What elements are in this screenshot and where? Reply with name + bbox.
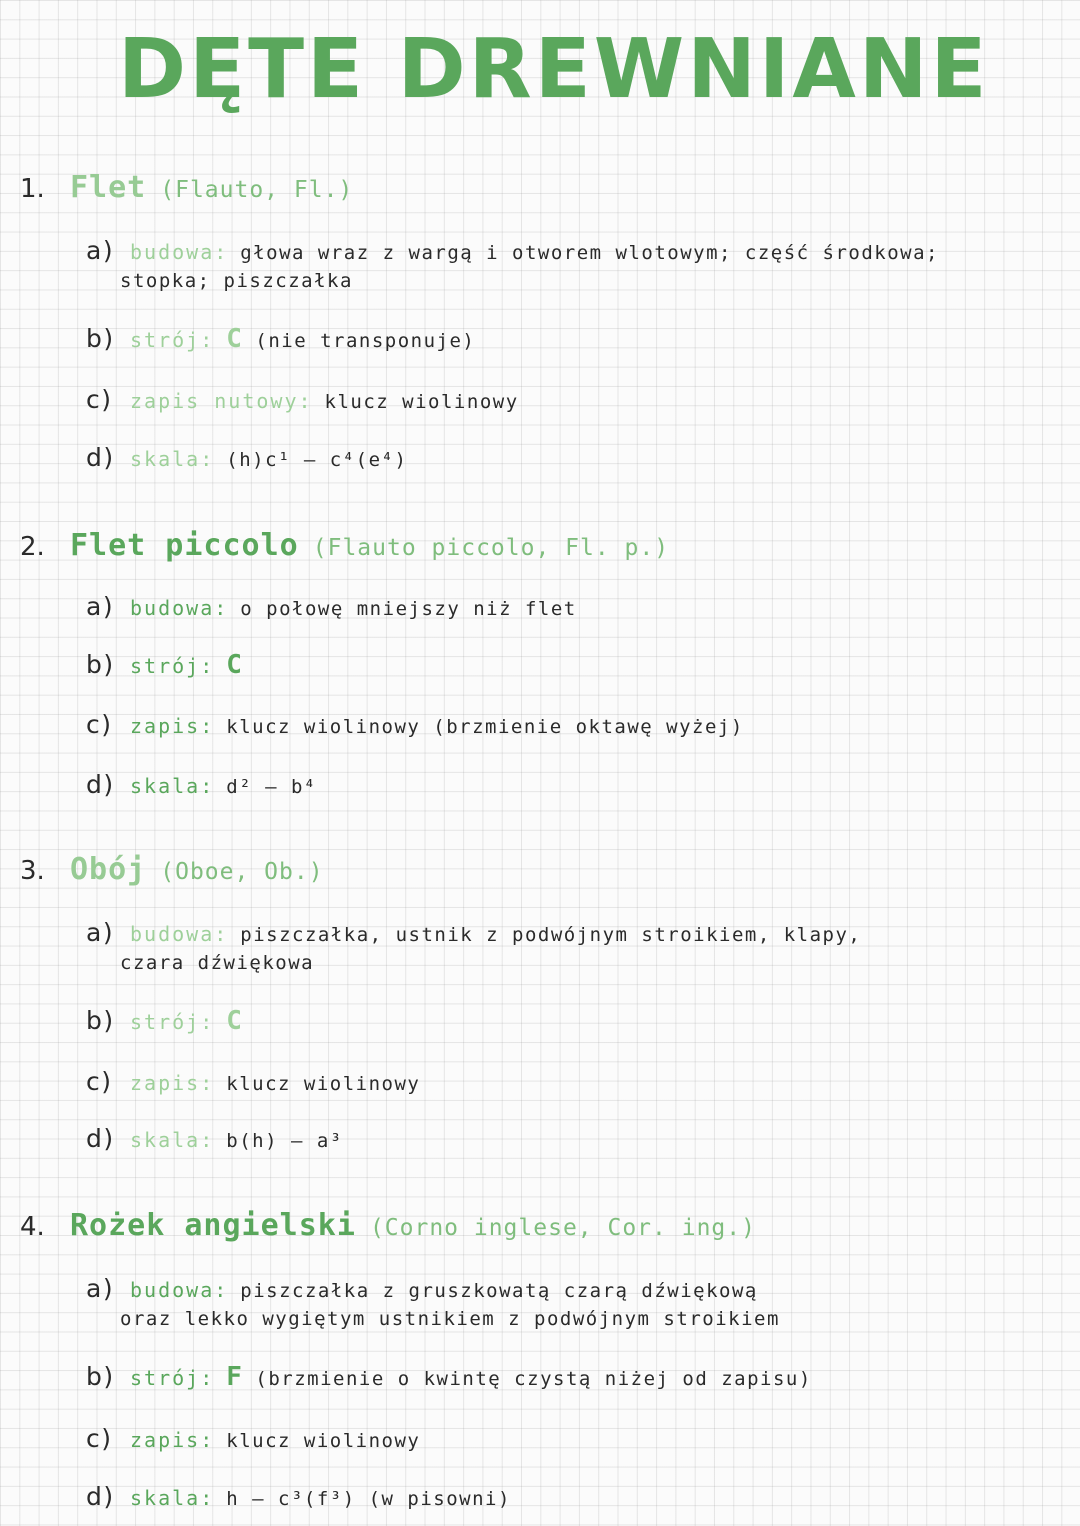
item-value: piszczałka, ustnik z podwójnym stroikiem, klapy,: [240, 924, 862, 946]
item-letter: b): [86, 1362, 115, 1391]
item-letter: c): [86, 1424, 113, 1453]
instrument-latin-name: (Corno inglese, Cor. ing.): [369, 1215, 756, 1241]
item-value: klucz wiolinowy: [226, 1073, 421, 1095]
item-value: piszczałka z gruszkowatą czarą dźwiękową: [240, 1280, 758, 1302]
item-letter: a): [86, 592, 115, 621]
item-letter: a): [86, 1274, 115, 1303]
instrument-name: Obój: [70, 852, 147, 887]
item-label: strój:: [130, 654, 215, 678]
item-letter: b): [86, 1006, 115, 1035]
tuning-key: C: [226, 1006, 244, 1036]
item-zapis: [86, 385, 519, 414]
item-label: skala:: [130, 1128, 215, 1152]
section-heading-flet: [20, 170, 353, 214]
section-number: 2.: [20, 532, 45, 562]
tuning-key: C: [226, 650, 244, 680]
item-zapis: [86, 1067, 420, 1096]
item-value: (h)c¹ – c⁴(e⁴): [226, 449, 408, 471]
item-stroj: [86, 650, 255, 680]
item-stroj: [86, 1362, 812, 1392]
item-letter: b): [86, 324, 115, 353]
item-budowa: [86, 236, 939, 265]
item-value: klucz wiolinowy: [226, 1430, 421, 1452]
item-skala: [86, 443, 407, 472]
item-label: zapis:: [130, 1071, 215, 1095]
item-label: skala:: [130, 447, 215, 471]
item-letter: d): [86, 1482, 115, 1511]
item-label: strój:: [130, 1366, 215, 1390]
instrument-latin-name: (Oboe, Ob.): [160, 859, 324, 885]
item-continuation: stopka; piszczałka: [120, 270, 353, 292]
item-zapis: [86, 710, 744, 739]
item-budowa: [86, 592, 577, 621]
item-value: klucz wiolinowy: [324, 391, 519, 413]
item-label: zapis:: [130, 714, 215, 738]
item-letter: d): [86, 443, 115, 472]
item-label: skala:: [130, 774, 215, 798]
item-label: zapis:: [130, 1428, 215, 1452]
item-letter: d): [86, 770, 115, 799]
item-letter: c): [86, 710, 113, 739]
item-skala: [86, 770, 317, 799]
item-label: budowa:: [130, 240, 229, 264]
section-number: 3.: [20, 856, 45, 886]
instrument-latin-name: (Flauto, Fl.): [160, 177, 354, 203]
item-letter: a): [86, 236, 115, 265]
item-value: b(h) – a³: [226, 1130, 343, 1152]
instrument-name: Rożek angielski: [70, 1208, 356, 1243]
item-label: strój:: [130, 328, 215, 352]
page-title: DĘTE DREWNIANE: [118, 22, 990, 117]
item-value: h – c³(f³) (w pisowni): [226, 1488, 511, 1510]
item-value: (brzmienie o kwintę czystą niżej od zapisu): [255, 1368, 812, 1390]
item-value: o połowę mniejszy niż flet: [240, 598, 577, 620]
section-number: 1.: [20, 174, 45, 204]
item-value: d² – b⁴: [226, 776, 317, 798]
item-budowa: [86, 918, 861, 947]
section-heading-oboj: [20, 852, 324, 896]
item-letter: c): [86, 385, 113, 414]
item-label: budowa:: [130, 596, 229, 620]
instrument-latin-name: (Flauto piccolo, Fl. p.): [312, 535, 670, 561]
item-label: skala:: [130, 1486, 215, 1510]
tuning-key: C: [226, 324, 244, 354]
item-continuation: czara dźwiękowa: [120, 952, 315, 974]
item-budowa: [86, 1274, 758, 1303]
instrument-name: Flet piccolo: [70, 528, 299, 563]
item-stroj: [86, 324, 475, 354]
item-value: głowa wraz z wargą i otworem wlotowym; część środkowa;: [240, 242, 940, 264]
item-label: budowa:: [130, 922, 229, 946]
item-label: strój:: [130, 1010, 215, 1034]
item-zapis: [86, 1424, 420, 1453]
item-label: zapis nutowy:: [130, 389, 313, 413]
item-letter: d): [86, 1124, 115, 1153]
section-heading-flet-piccolo: [20, 528, 669, 572]
item-letter: b): [86, 650, 115, 679]
item-continuation: oraz lekko wygiętym ustnikiem z podwójnym stroikiem: [120, 1308, 780, 1330]
instrument-name: Flet: [70, 170, 147, 205]
item-value: (nie transponuje): [255, 330, 476, 352]
item-value: klucz wiolinowy (brzmienie oktawę wyżej): [226, 716, 744, 738]
item-skala: [86, 1124, 343, 1153]
item-skala: [86, 1482, 511, 1511]
section-number: 4.: [20, 1212, 45, 1242]
item-label: budowa:: [130, 1278, 229, 1302]
item-stroj: [86, 1006, 255, 1036]
tuning-key: F: [226, 1362, 244, 1392]
item-letter: c): [86, 1067, 113, 1096]
section-heading-rozek-angielski: [20, 1208, 756, 1252]
item-letter: a): [86, 918, 115, 947]
